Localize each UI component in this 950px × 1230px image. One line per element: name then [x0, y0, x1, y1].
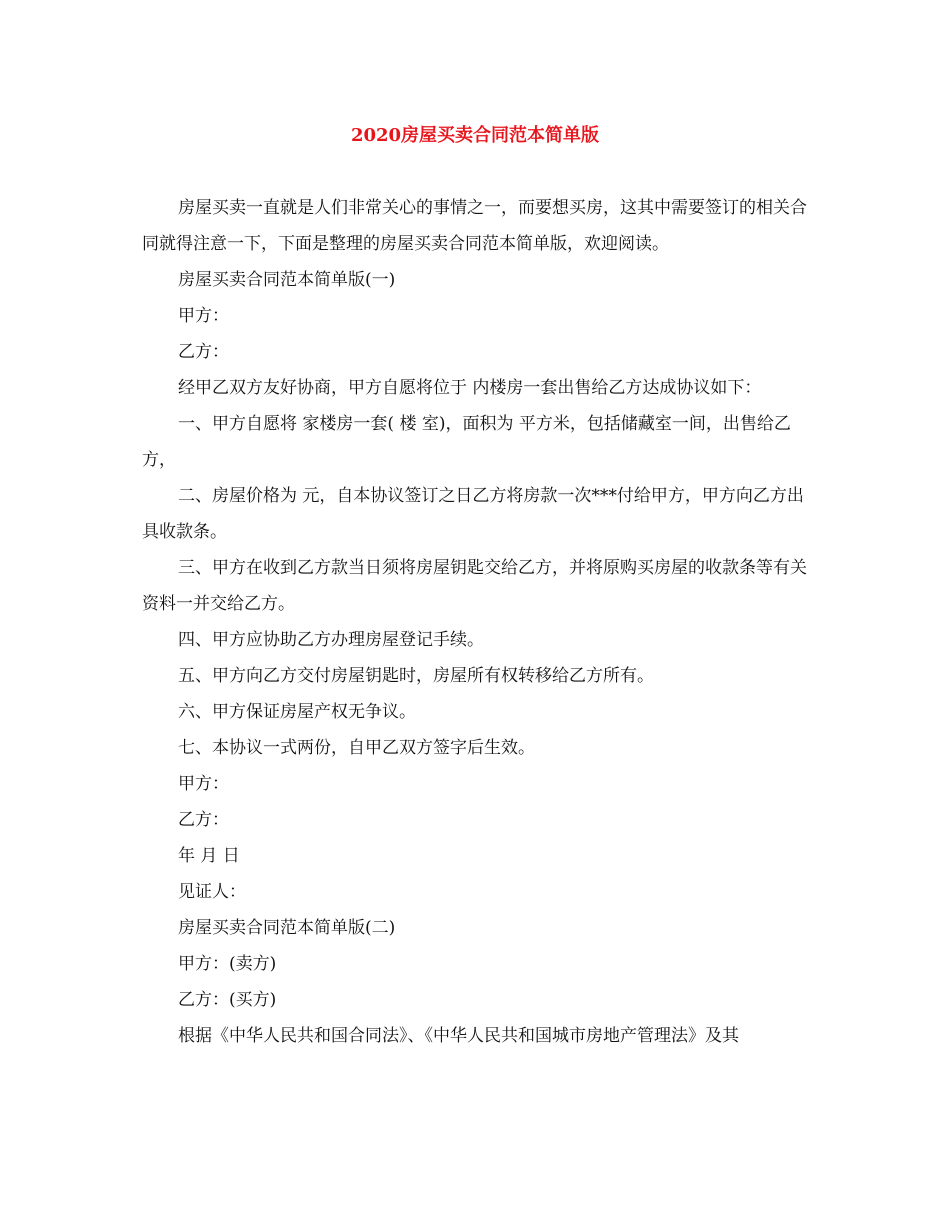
clause-4: 四、甲方应协助乙方办理房屋登记手续。 [178, 630, 484, 650]
legal-basis-paragraph: 根据《中华人民共和国合同法》、《中华人民共和国城市房地产管理法》及其 [178, 1026, 739, 1046]
page-title: 2020房屋买卖合同范本简单版 [350, 125, 600, 146]
clause-5: 五、甲方向乙方交付房屋钥匙时，房屋所有权转移给乙方所有。 [178, 666, 654, 686]
paragraph-intro: 房屋买卖一直就是人们非常关心的事情之一，而要想买房，这其中需要签订的相关合同就得注意一下，下面是整理的房屋买卖合同范本简单版，欢迎阅读。 [142, 198, 807, 254]
document-body [142, 190, 818, 1054]
clause-3: 三、甲方在收到乙方款当日须将房屋钥匙交给乙方，并将原购买房屋的收款条等有关资料一并交给乙方。 [142, 558, 807, 614]
agreement-preamble: 经甲乙双方友好协商，甲方自愿将位于 内楼房一套出售给乙方达成协议如下： [178, 378, 762, 398]
party-a-label: 甲方： [178, 306, 229, 326]
buyer-label: 乙方：(买方) [178, 990, 277, 1010]
clause-2: 二、房屋价格为 元，自本协议签订之日乙方将房款一次***付给甲方，甲方向乙方出具收款条。 [142, 486, 804, 542]
party-b-label: 乙方： [178, 342, 229, 362]
seller-label: 甲方：(卖方) [178, 954, 277, 974]
section-heading-2: 房屋买卖合同范本简单版(二) [178, 918, 396, 938]
clause-1: 一、甲方自愿将 家楼房一套( 楼 室)，面积为 平方米，包括储藏室一间，出售给乙方， [142, 414, 791, 470]
signature-date: 年 月 日 [178, 846, 240, 866]
signature-party-a: 甲方： [178, 774, 229, 794]
clause-6: 六、甲方保证房屋产权无争议。 [178, 702, 416, 722]
witness-label: 见证人： [178, 882, 246, 902]
section-heading-1: 房屋买卖合同范本简单版(一) [178, 270, 396, 290]
clause-7: 七、本协议一式两份，自甲乙双方签字后生效。 [178, 738, 535, 758]
signature-party-b: 乙方： [178, 810, 229, 830]
